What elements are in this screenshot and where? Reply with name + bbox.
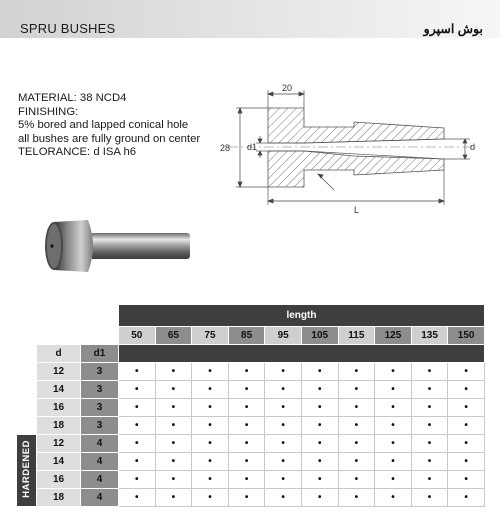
- availability-mark: •: [119, 471, 156, 489]
- length-col-85: 85: [228, 327, 265, 345]
- availability-mark: •: [155, 363, 192, 381]
- spec-material: MATERIAL: 38 NCD4: [18, 92, 127, 104]
- cell-d1: 4: [81, 435, 119, 453]
- availability-mark: •: [119, 489, 156, 507]
- length-col-50: 50: [119, 327, 156, 345]
- table-row: [17, 417, 485, 435]
- availability-mark: •: [338, 453, 375, 471]
- product-image: [40, 210, 195, 290]
- bushing-section: [268, 108, 444, 187]
- availability-mark: •: [338, 381, 375, 399]
- availability-mark: •: [301, 417, 338, 435]
- availability-mark: •: [155, 435, 192, 453]
- length-col-150: 150: [448, 327, 485, 345]
- length-col-65: 65: [155, 327, 192, 345]
- cell-d1: 4: [81, 489, 119, 507]
- spec-finishing-line-2: all bushes are fully ground on center: [18, 132, 201, 145]
- cell-d: 16: [37, 471, 81, 489]
- availability-mark: •: [411, 435, 448, 453]
- availability-mark: •: [301, 399, 338, 417]
- table-row: [17, 489, 485, 507]
- availability-mark: •: [448, 417, 485, 435]
- availability-mark: •: [338, 363, 375, 381]
- availability-mark: •: [155, 381, 192, 399]
- cell-d1: 3: [81, 417, 119, 435]
- availability-mark: •: [119, 381, 156, 399]
- cell-d1: 4: [81, 471, 119, 489]
- availability-mark: •: [375, 435, 412, 453]
- col-header-d1: d1: [81, 345, 119, 363]
- availability-mark: •: [192, 453, 229, 471]
- availability-mark: •: [375, 471, 412, 489]
- cell-d1: 4: [81, 453, 119, 471]
- dimensions-table: [16, 304, 485, 507]
- availability-mark: •: [119, 363, 156, 381]
- availability-mark: •: [192, 471, 229, 489]
- header-filler: [119, 345, 485, 363]
- spec-finishing-line-1: 5% bored and lapped conical hole: [18, 119, 189, 132]
- availability-mark: •: [301, 471, 338, 489]
- col-header-d: d: [37, 345, 81, 363]
- availability-mark: •: [265, 435, 302, 453]
- availability-mark: •: [411, 363, 448, 381]
- availability-mark: •: [155, 399, 192, 417]
- availability-mark: •: [375, 417, 412, 435]
- availability-mark: •: [448, 435, 485, 453]
- page-title: SPRU BUSHES: [20, 21, 116, 36]
- availability-mark: •: [119, 435, 156, 453]
- spec-tolerance: TELORANCE: d ISA h6: [18, 146, 137, 159]
- availability-mark: •: [119, 399, 156, 417]
- length-col-105: 105: [301, 327, 338, 345]
- availability-mark: •: [192, 381, 229, 399]
- hardened-label-text: HARDENED: [21, 440, 32, 498]
- availability-mark: •: [265, 363, 302, 381]
- availability-mark: •: [228, 435, 265, 453]
- availability-mark: •: [192, 363, 229, 381]
- availability-mark: •: [301, 363, 338, 381]
- availability-mark: •: [448, 453, 485, 471]
- cell-d: 14: [37, 381, 81, 399]
- availability-mark: •: [338, 417, 375, 435]
- availability-mark: •: [155, 417, 192, 435]
- row-spacer: [17, 363, 37, 435]
- cell-d1: 3: [81, 381, 119, 399]
- table-row: [17, 381, 485, 399]
- availability-mark: •: [411, 453, 448, 471]
- availability-mark: •: [448, 489, 485, 507]
- cell-d: 16: [37, 399, 81, 417]
- availability-mark: •: [338, 399, 375, 417]
- availability-mark: •: [301, 453, 338, 471]
- length-col-125: 125: [375, 327, 412, 345]
- dim-label-d1: d1: [247, 142, 258, 152]
- dim-label-top: 20: [282, 83, 293, 93]
- availability-mark: •: [119, 453, 156, 471]
- cell-d: 18: [37, 417, 81, 435]
- cell-d1: 3: [81, 363, 119, 381]
- availability-mark: •: [265, 471, 302, 489]
- availability-mark: •: [301, 489, 338, 507]
- spec-finishing: FINISHING:: [18, 105, 79, 118]
- availability-mark: •: [338, 471, 375, 489]
- availability-mark: •: [228, 471, 265, 489]
- availability-mark: •: [265, 399, 302, 417]
- availability-mark: •: [411, 417, 448, 435]
- availability-mark: •: [448, 363, 485, 381]
- availability-mark: •: [228, 489, 265, 507]
- availability-mark: •: [228, 453, 265, 471]
- availability-mark: •: [265, 381, 302, 399]
- table-row: [17, 453, 485, 471]
- availability-mark: •: [265, 417, 302, 435]
- table-row: [17, 399, 485, 417]
- availability-mark: •: [411, 399, 448, 417]
- availability-mark: •: [228, 399, 265, 417]
- availability-mark: •: [375, 453, 412, 471]
- cell-d: 12: [37, 435, 81, 453]
- availability-mark: •: [338, 435, 375, 453]
- availability-mark: •: [411, 489, 448, 507]
- availability-mark: •: [448, 381, 485, 399]
- availability-mark: •: [265, 489, 302, 507]
- availability-mark: •: [228, 417, 265, 435]
- availability-mark: •: [448, 399, 485, 417]
- availability-mark: •: [265, 453, 302, 471]
- availability-mark: •: [155, 453, 192, 471]
- table-row: [17, 363, 485, 381]
- availability-mark: •: [375, 489, 412, 507]
- availability-mark: •: [375, 399, 412, 417]
- dim-label-L: L: [354, 205, 360, 215]
- specifications: [18, 92, 200, 160]
- availability-mark: •: [228, 363, 265, 381]
- availability-mark: •: [301, 435, 338, 453]
- availability-mark: •: [411, 471, 448, 489]
- cell-d: 12: [37, 363, 81, 381]
- length-col-135: 135: [411, 327, 448, 345]
- availability-mark: •: [448, 471, 485, 489]
- cell-d1: 3: [81, 399, 119, 417]
- cell-d: 18: [37, 489, 81, 507]
- cell-d: 14: [37, 453, 81, 471]
- availability-mark: •: [228, 381, 265, 399]
- availability-mark: •: [155, 489, 192, 507]
- table-row: [17, 471, 485, 489]
- length-col-115: 115: [338, 327, 375, 345]
- availability-mark: •: [192, 417, 229, 435]
- length-col-95: 95: [265, 327, 302, 345]
- technical-drawing: [214, 80, 498, 215]
- table-row: [17, 435, 485, 453]
- availability-mark: •: [119, 417, 156, 435]
- dim-label-left: 28: [220, 143, 231, 153]
- dim-label-d: d: [470, 142, 476, 152]
- hardened-label: [17, 435, 37, 507]
- availability-mark: •: [301, 381, 338, 399]
- header-band: [0, 0, 500, 38]
- availability-mark: •: [375, 363, 412, 381]
- page-title-persian: بوش اسپرو: [423, 22, 483, 36]
- availability-mark: •: [155, 471, 192, 489]
- availability-mark: •: [192, 399, 229, 417]
- availability-mark: •: [192, 435, 229, 453]
- length-col-75: 75: [192, 327, 229, 345]
- length-header: length: [119, 305, 485, 327]
- availability-mark: •: [192, 489, 229, 507]
- availability-mark: •: [411, 381, 448, 399]
- availability-mark: •: [375, 381, 412, 399]
- availability-mark: •: [338, 489, 375, 507]
